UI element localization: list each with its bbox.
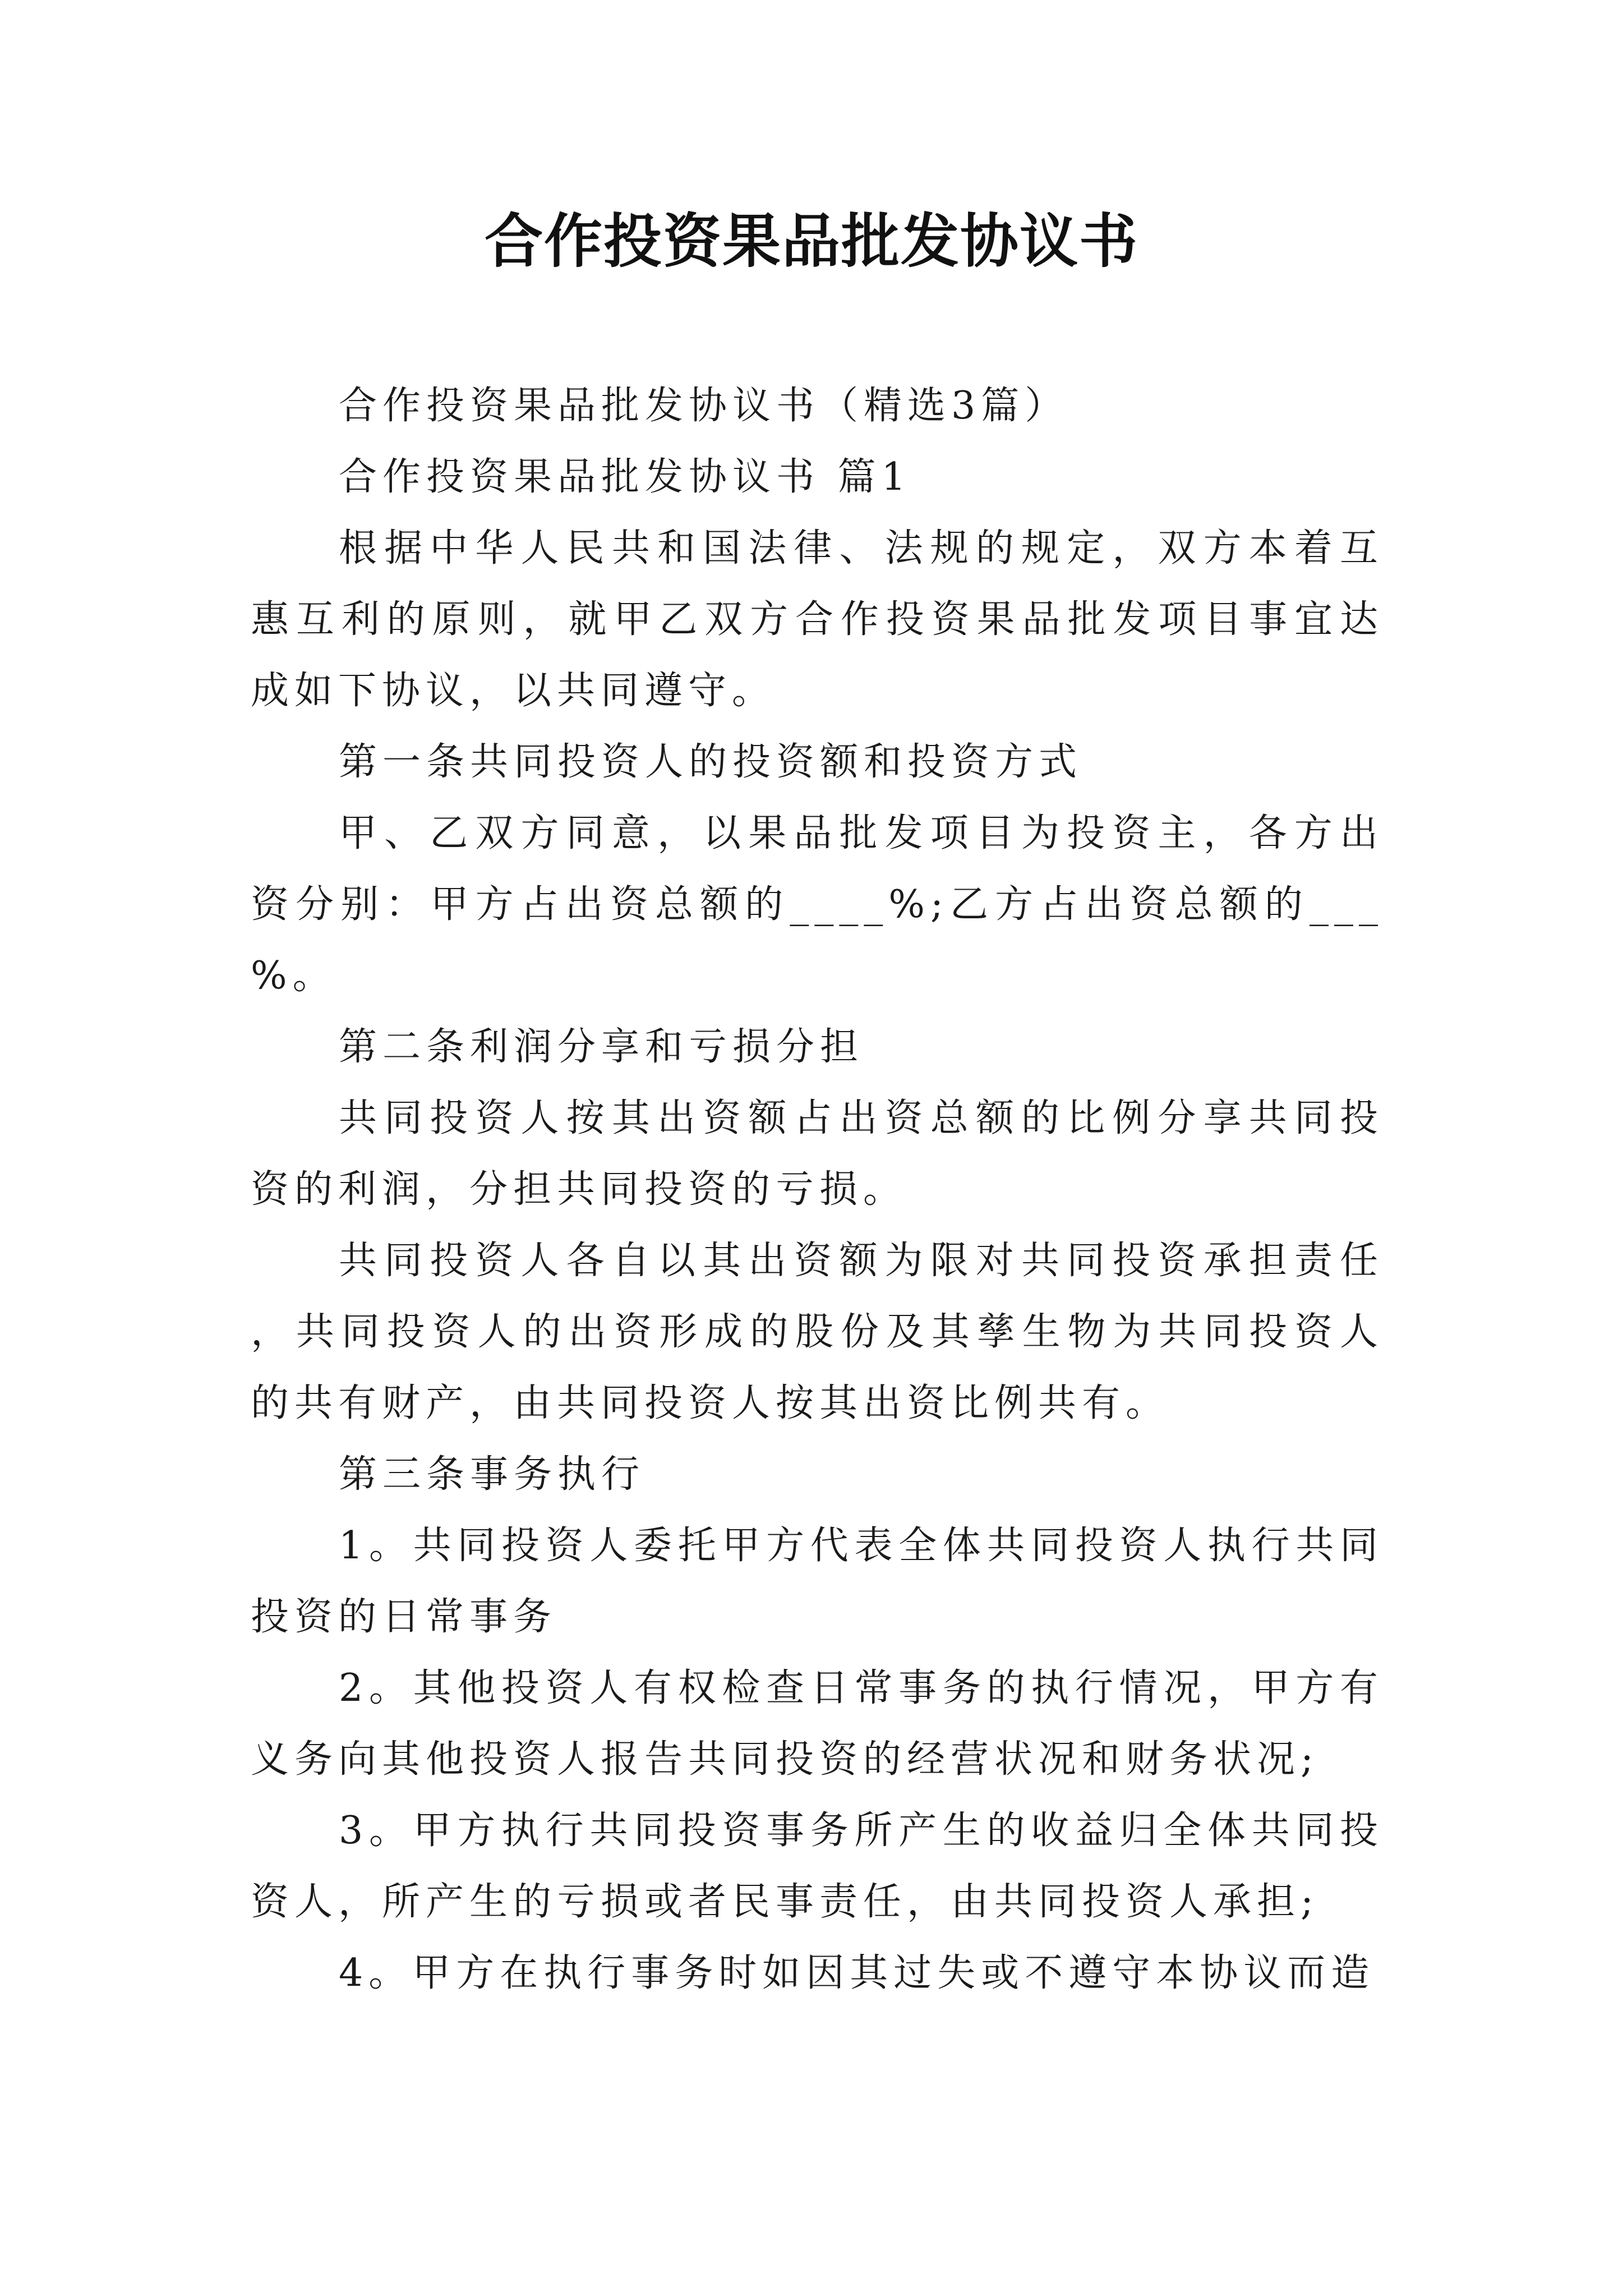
- article-3-item-4: 4。甲方在执行事务时如因其过失或不遵守本协议而造: [339, 1951, 1375, 1995]
- article-2-paragraph-2: 共同投资人各自以其出资额为限对共同投资承担责任，共同投资人的出资形成的股份及其孳生物为共同投资人的共有财产，由共同投资人按其出资比例共有。: [251, 1239, 1384, 1425]
- article-1-paragraph: 甲、乙双方同意，以果品批发项目为投资主，各方出资分别：甲方占出资总额的____%;乙方占出资总额的___%。: [251, 811, 1384, 998]
- preamble-paragraph: 根据中华人民共和国法律、法规的规定，双方本着互惠互利的原则，就甲乙双方合作投资果品批发项目事宜达成如下协议，以共同遵守。: [251, 526, 1384, 713]
- article-3-item-3: 3。甲方执行共同投资事务所产生的收益归全体共同投资人，所产生的亏损或者民事责任，由共同投资人承担;: [251, 1809, 1384, 1924]
- article-3-heading: 第三条事务执行: [339, 1452, 645, 1497]
- document-title: 合作投资果品批发协议书: [484, 206, 1138, 275]
- article-3-item-1: 1。共同投资人委托甲方代表全体共同投资人执行共同投资的日常事务: [251, 1524, 1384, 1639]
- section-heading-part-1: 合作投资果品批发协议书 篇1: [339, 455, 911, 499]
- article-2-heading: 第二条利润分享和亏损分担: [339, 1025, 864, 1069]
- article-3-item-2: 2。其他投资人有权检查日常事务的执行情况，甲方有义务向其他投资人报告共同投资的经营状况和财务状况;: [251, 1666, 1384, 1782]
- article-2-paragraph-1: 共同投资人按其出资额占出资总额的比例分享共同投资的利润，分担共同投资的亏损。: [251, 1096, 1384, 1212]
- document-body: [251, 370, 1384, 2009]
- article-1-heading: 第一条共同投资人的投资额和投资方式: [339, 740, 1083, 784]
- subtitle-selection: 合作投资果品批发协议书（精选3篇）: [339, 384, 1069, 428]
